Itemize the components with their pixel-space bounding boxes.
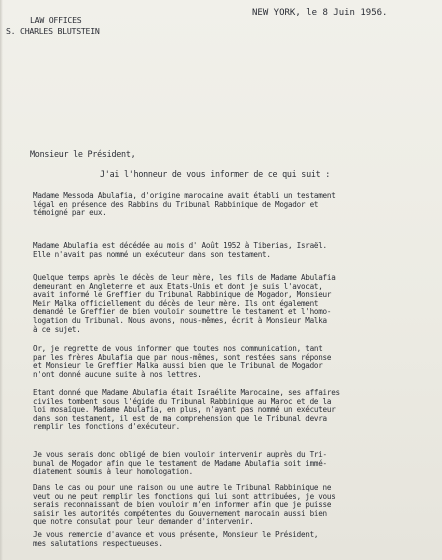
text-line: mes salutations respectueuses. bbox=[33, 538, 163, 548]
paragraph-8 bbox=[33, 531, 438, 548]
text-line: saisir les autorités compétentes du Gouvernement marocain aussi bien bbox=[33, 508, 327, 518]
paragraph-1 bbox=[33, 192, 438, 218]
paragraph-2 bbox=[33, 242, 438, 259]
text-line: Madame Abulafia est décédée au mois d' Août 1952 à Tiberias, Israël. bbox=[33, 241, 327, 250]
text-line: remplir les fonctions d'exécuteur. bbox=[33, 422, 180, 432]
text-line: que notre consulat pour leur demander d'intervenir. bbox=[33, 517, 254, 527]
letterhead-line2: S. CHARLES BLUTSTEIN bbox=[6, 26, 100, 36]
paragraph-4 bbox=[33, 345, 438, 379]
text-line: n'ont donné aucune suite à nos lettres. bbox=[33, 369, 202, 379]
letterhead-line1: LAW OFFICES bbox=[30, 15, 82, 25]
text-line: dans son testament, il est de ma comprehension que le Tribunal devra bbox=[33, 413, 327, 423]
text-line: logation du Tribunal. Nous avons, nous-mêmes, écrit à Monsieur Malka bbox=[33, 315, 327, 325]
intro-line: J'ai l'honneur de vous informer de ce qui suit : bbox=[100, 169, 331, 179]
text-line: témoigné par eux. bbox=[33, 208, 107, 218]
text-line: Quelque temps après le décès de leur mère, les fils de Madame Abulafia bbox=[33, 273, 336, 282]
text-line: Madame Messoda Abulafia, d'origine marocaine avait établi un testament bbox=[33, 191, 336, 200]
text-line: Je vous remercie d'avance et vous présente, Monsieur le Président, bbox=[33, 530, 319, 539]
paper-edge bbox=[0, 0, 3, 560]
text-line: bunal de Mogador afin que le testament de Madame Abulafia soit immé- bbox=[33, 458, 327, 468]
text-line: Elle n'avait pas nommé un exécuteur dans son testament. bbox=[33, 249, 271, 259]
paragraph-7 bbox=[33, 484, 438, 527]
text-line: demandé le Greffier de bien vouloir soumettre le testament et l'homo- bbox=[33, 307, 332, 317]
text-line: Meir Malka officiellement du décès de leur mère. Ils ont également bbox=[33, 298, 319, 308]
text-line: civiles tombent sous l'égide du Tribunal Rabbinique au Maroc et de la bbox=[33, 396, 332, 406]
letterhead bbox=[6, 15, 100, 37]
dateline: NEW YORK, le 8 Juin 1956. bbox=[252, 8, 388, 18]
paragraph-6 bbox=[33, 451, 438, 477]
text-line: par les frères Abulafia que par nous-mêmes, sont restées sans réponse bbox=[33, 352, 332, 362]
paragraph-3 bbox=[33, 274, 438, 334]
text-line: veut ou ne peut remplir les fonctions qui lui sont attribuées, je vous bbox=[33, 491, 336, 501]
text-line: Or, je regrette de vous informer que toutes nos communication, tant bbox=[33, 344, 323, 353]
paragraph-5 bbox=[33, 389, 438, 432]
text-line: à ce sujet. bbox=[33, 324, 81, 334]
text-line: demeurant en Angleterre et aux Etats-Unis et dont je suis l'avocat, bbox=[33, 281, 323, 291]
text-line: légal en présence des Rabbins du Tribunal Rabbinique de Mogador et bbox=[33, 199, 319, 209]
text-line: loi mosaïque. Madame Abulafia, en plus, n'ayant pas nommé un exécuteur bbox=[33, 405, 336, 415]
text-line: avait informé le Greffier du Tribunal Rabbinique de Mogador, Monsieur bbox=[33, 290, 332, 300]
text-line: Etant donné que Madame Abulafia était Israélite Marocaine, ses affaires bbox=[33, 388, 340, 397]
text-line: Dans le cas ou pour une raison ou une autre le Tribunal Rabbinique ne bbox=[33, 483, 332, 492]
text-line: Je vous serais donc obligé de bien vouloir intervenir auprès du Tri- bbox=[33, 450, 327, 459]
text-line: diatement soumis à leur homologation. bbox=[33, 467, 193, 477]
text-line: et Monsieur le Greffier Malka aussi bien que le Tribunal de Mogador bbox=[33, 361, 323, 371]
text-line: serais reconnaissant de bien vouloir m'en informer afin que je puisse bbox=[33, 500, 332, 510]
salutation: Monsieur le Président, bbox=[30, 149, 136, 159]
